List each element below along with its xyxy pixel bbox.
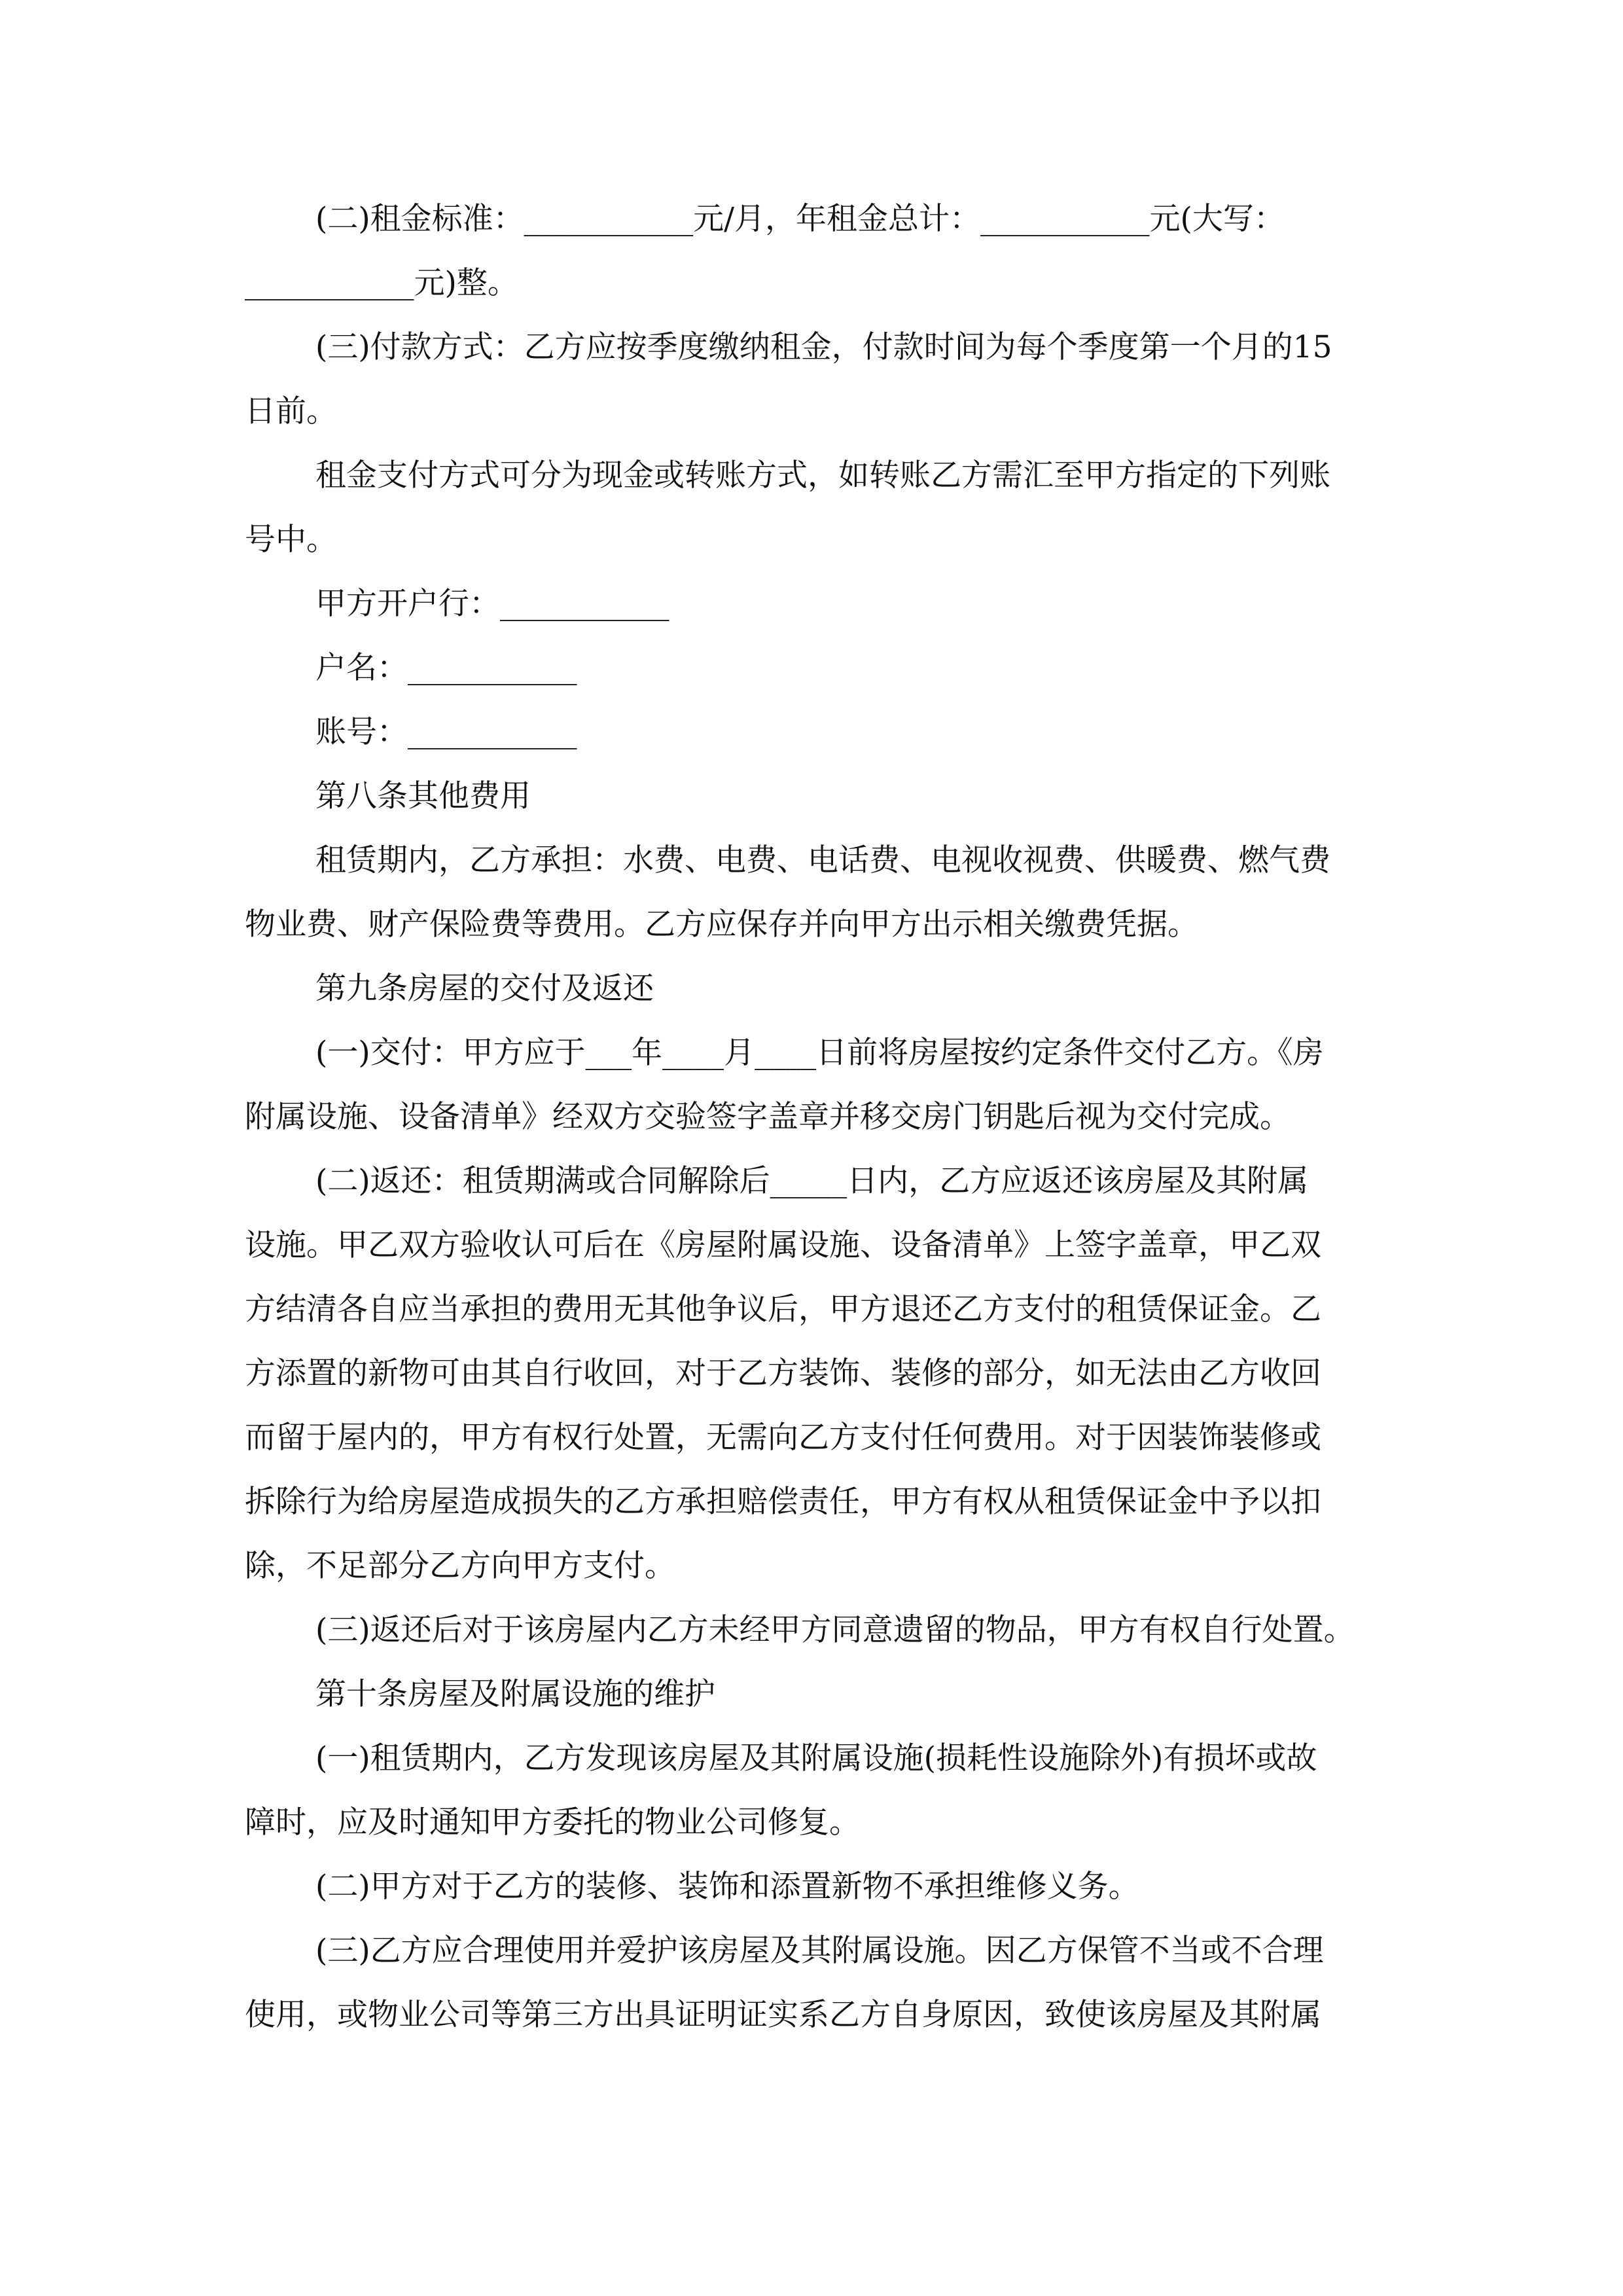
- section-heading: 第九条房屋的交付及返还: [315, 971, 654, 1007]
- account-number-field: 账号：___________: [315, 714, 577, 750]
- text-line: 除，不足部分乙方向甲方支付。: [245, 1548, 675, 1584]
- text-line: 使用，或物业公司等第三方出具证明证实系乙方自身原因，致使该房屋及其附属: [245, 1997, 1321, 2033]
- text-line: 号中。: [245, 522, 337, 558]
- text-line: 拆除行为给房屋造成损失的乙方承担赔偿责任，甲方有权从租赁保证金中予以扣: [245, 1484, 1321, 1520]
- text-line: 方添置的新物可由其自行收回，对于乙方装饰、装修的部分，如无法由乙方收回: [245, 1355, 1321, 1391]
- text-line: 租金支付方式可分为现金或转账方式，如转账乙方需汇至甲方指定的下列账: [315, 457, 1330, 493]
- text-line: 租赁期内，乙方承担：水费、电费、电话费、电视收视费、供暖费、燃气费: [315, 842, 1330, 878]
- text-line: (二)甲方对于乙方的装修、装饰和添置新物不承担维修义务。: [315, 1869, 1139, 1905]
- text-line: 方结清各自应当承担的费用无其他争议后，甲方退还乙方支付的租赁保证金。乙: [245, 1291, 1321, 1327]
- account-name-field: 户名：___________: [315, 650, 577, 686]
- text-line: 障时，应及时通知甲方委托的物业公司修复。: [245, 1804, 860, 1840]
- text-line: (三)付款方式：乙方应按季度缴纳租金，付款时间为每个季度第一个月的15: [315, 329, 1332, 365]
- section-heading: 第十条房屋及附属设施的维护: [315, 1676, 715, 1712]
- text-line: (一)交付：甲方应于___年____月____日前将房屋按约定条件交付乙方。《房: [315, 1035, 1324, 1071]
- text-line: 物业费、财产保险费等费用。乙方应保存并向甲方出示相关缴费凭据。: [245, 906, 1198, 942]
- text-line: 日前。: [245, 393, 337, 429]
- document-body: [245, 200, 1383, 2060]
- text-line: (一)租赁期内，乙方发现该房屋及其附属设施(损耗性设施除外)有损坏或故: [315, 1740, 1317, 1776]
- text-line: 附属设施、设备清单》经双方交验签字盖章并移交房门钥匙后视为交付完成。: [245, 1099, 1291, 1135]
- text-line: 而留于屋内的，甲方有权行处置，无需向乙方支付任何费用。对于因装饰装修或: [245, 1420, 1321, 1456]
- section-heading: 第八条其他费用: [315, 778, 531, 814]
- bank-field: 甲方开户行：___________: [315, 586, 669, 622]
- text-line: (二)租金标准：___________元/月，年租金总计：___________元(大写：: [315, 201, 1285, 237]
- text-line: (二)返还：租赁期满或合同解除后_____日内，乙方应返还该房屋及其附属: [315, 1163, 1309, 1199]
- text-line: (三)乙方应合理使用并爱护该房屋及其附属设施。因乙方保管不当或不合理: [315, 1933, 1324, 1969]
- text-line: (三)返还后对于该房屋内乙方未经甲方同意遗留的物品，甲方有权自行处置。: [315, 1612, 1355, 1648]
- text-line: 设施。甲乙双方验收认可后在《房屋附属设施、设备清单》上签字盖章，甲乙双: [245, 1227, 1321, 1263]
- text-line: ___________元)整。: [245, 265, 518, 301]
